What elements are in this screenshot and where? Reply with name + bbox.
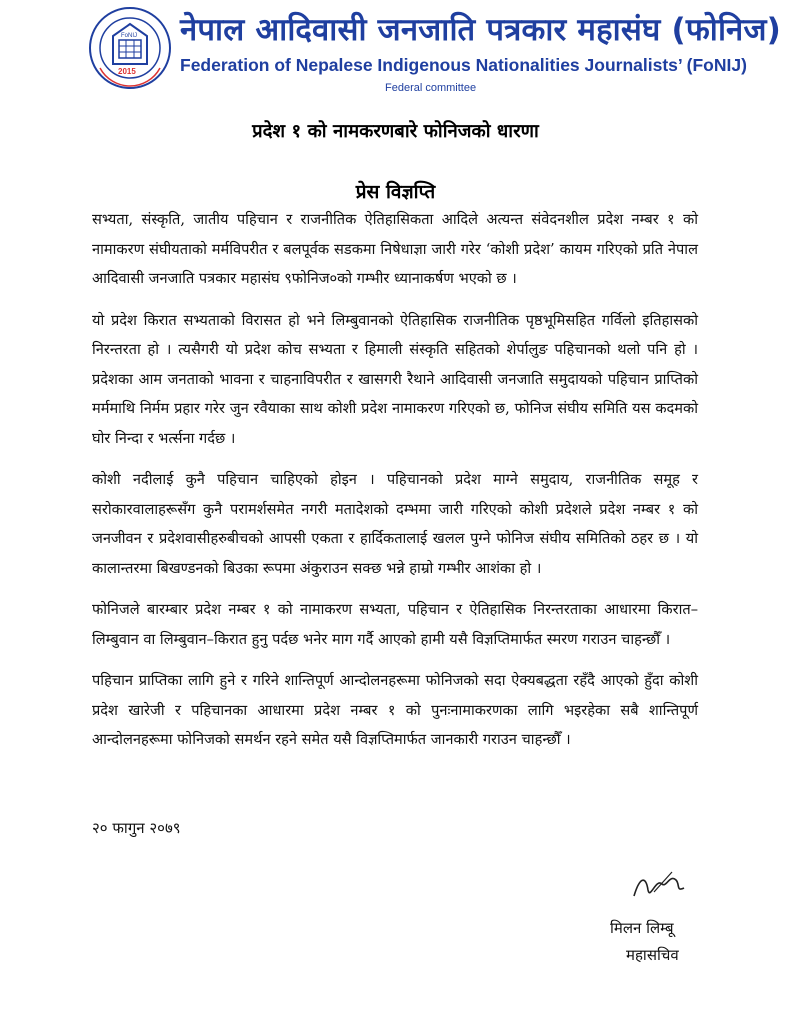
document-body bbox=[92, 205, 698, 767]
paragraph-4: फोनिजले बारम्बार प्रदेश नम्बर १ को नामाकरण सभ्यता, पहिचान र ऐतिहासिक निरन्तरताका आधारमा किरात–लिम्बुवान वा लिम्बुवान–किरात हुनु पर्दछ भनेर माग गर्दै आएको हामी यसै विज्ञप्तिमार्फत स्मरण गराउन चाहन्छौँ । bbox=[92, 601, 698, 648]
signatory-name: मिलन लिम्बू bbox=[610, 919, 674, 937]
signatory-title: महासचिव bbox=[626, 946, 679, 964]
paragraph-5: पहिचान प्राप्तिका लागि हुने र गरिने शान्तिपूर्ण आन्दोलनहरूमा फोनिजको सदा ऐक्यबद्धता रहँदै आएको हुँदा कोशी प्रदेश खारेजी र पहिचानका आधारमा प्रदेश नम्बर १ को पुनःनामाकरणका लागि भइरहेका सबै शान्तिपूर्ण आन्दोलनहरूमा फोनिजको समर्थन रहने समेत यसै विज्ञप्तिमार्फत जानकारी गराउन चाहन्छौँ । bbox=[92, 672, 698, 748]
org-name-english: Federation of Nepalese Indigenous Nationalities Journalists’ (FoNIJ) bbox=[180, 55, 747, 75]
document-date: २० फागुन २०७९ bbox=[92, 819, 181, 837]
document-title: प्रदेश १ को नामकरणबारे फोनिजको धारणा bbox=[252, 121, 539, 142]
logo-inner-text: FoNIJ bbox=[121, 33, 138, 39]
committee-label: Federal committee bbox=[385, 82, 477, 94]
letterhead bbox=[0, 0, 791, 100]
press-release-heading: प्रेस विज्ञप्ति bbox=[355, 181, 436, 203]
paragraph-2: यो प्रदेश किरात सभ्यताको विरासत हो भने लिम्बुवानको ऐतिहासिक राजनीतिक पृष्ठभूमिसहित गर्विलो इतिहासको निरन्तरता हो । त्यसैगरी यो प्रदेश कोच सभ्यता र हिमाली संस्कृति सहितको शेर्पालुङ पहिचानको थलो पनि हो । प्रदेशका आम जनताको भावना र चाहनाविपरीत र खासगरी रैथाने आदिवासी जनजाति समुदायको पहिचान प्राप्तिको मर्ममाथि निर्मम प्रहार गरेर जुन रवैयाका साथ कोशी प्रदेश नामाकरण गरिएको छ, फोनिज संघीय समिति यस कदमको घोर निन्दा र भर्त्सना गर्दछ । bbox=[92, 311, 698, 447]
org-name-nepali: नेपाल आदिवासी जनजाति पत्रकार महासंघ (फोनिज) bbox=[180, 12, 782, 48]
handwritten-signature bbox=[626, 866, 696, 906]
fonij-logo bbox=[88, 6, 172, 90]
paragraph-3: कोशी नदीलाई कुनै पहिचान चाहिएको होइन । पहिचानको प्रदेश माग्ने समुदाय, राजनीतिक समूह र सरोकारवालाहरूसँग कुनै परामर्शसमेत नगरी मतादेशको दम्भमा जारी गरिएको कोशी प्रदेशले प्रदेश नम्बर १ को जनजीवन र प्रदेशवासीहरुबीचको आपसी एकता र हार्दिकतालाई खलल पुग्ने फोनिज संघीय समितिको ठहर छ । यो कालान्तरमा बिखण्डनको बिउका रूपमा अंकुराउन सक्छ भन्ने हाम्रो गम्भीर आशंका हो । bbox=[92, 471, 698, 577]
paragraph-1: सभ्यता, संस्कृति, जातीय पहिचान र राजनीतिक ऐतिहासिकता आदिले अत्यन्त संवेदनशील प्रदेश नम्बर १ को नामाकरण संघीयताको मर्मविपरीत र बलपूर्वक सडकमा निषेधाज्ञा जारी गरेर ‘कोशी प्रदेश’ कायम गरिएको प्रति नेपाल आदिवासी जनजाति पत्रकार महासंघ ९फोनिज०को गम्भीर ध्यानाकर्षण भएको छ । bbox=[92, 211, 698, 287]
logo-year: 2015 bbox=[118, 67, 136, 76]
